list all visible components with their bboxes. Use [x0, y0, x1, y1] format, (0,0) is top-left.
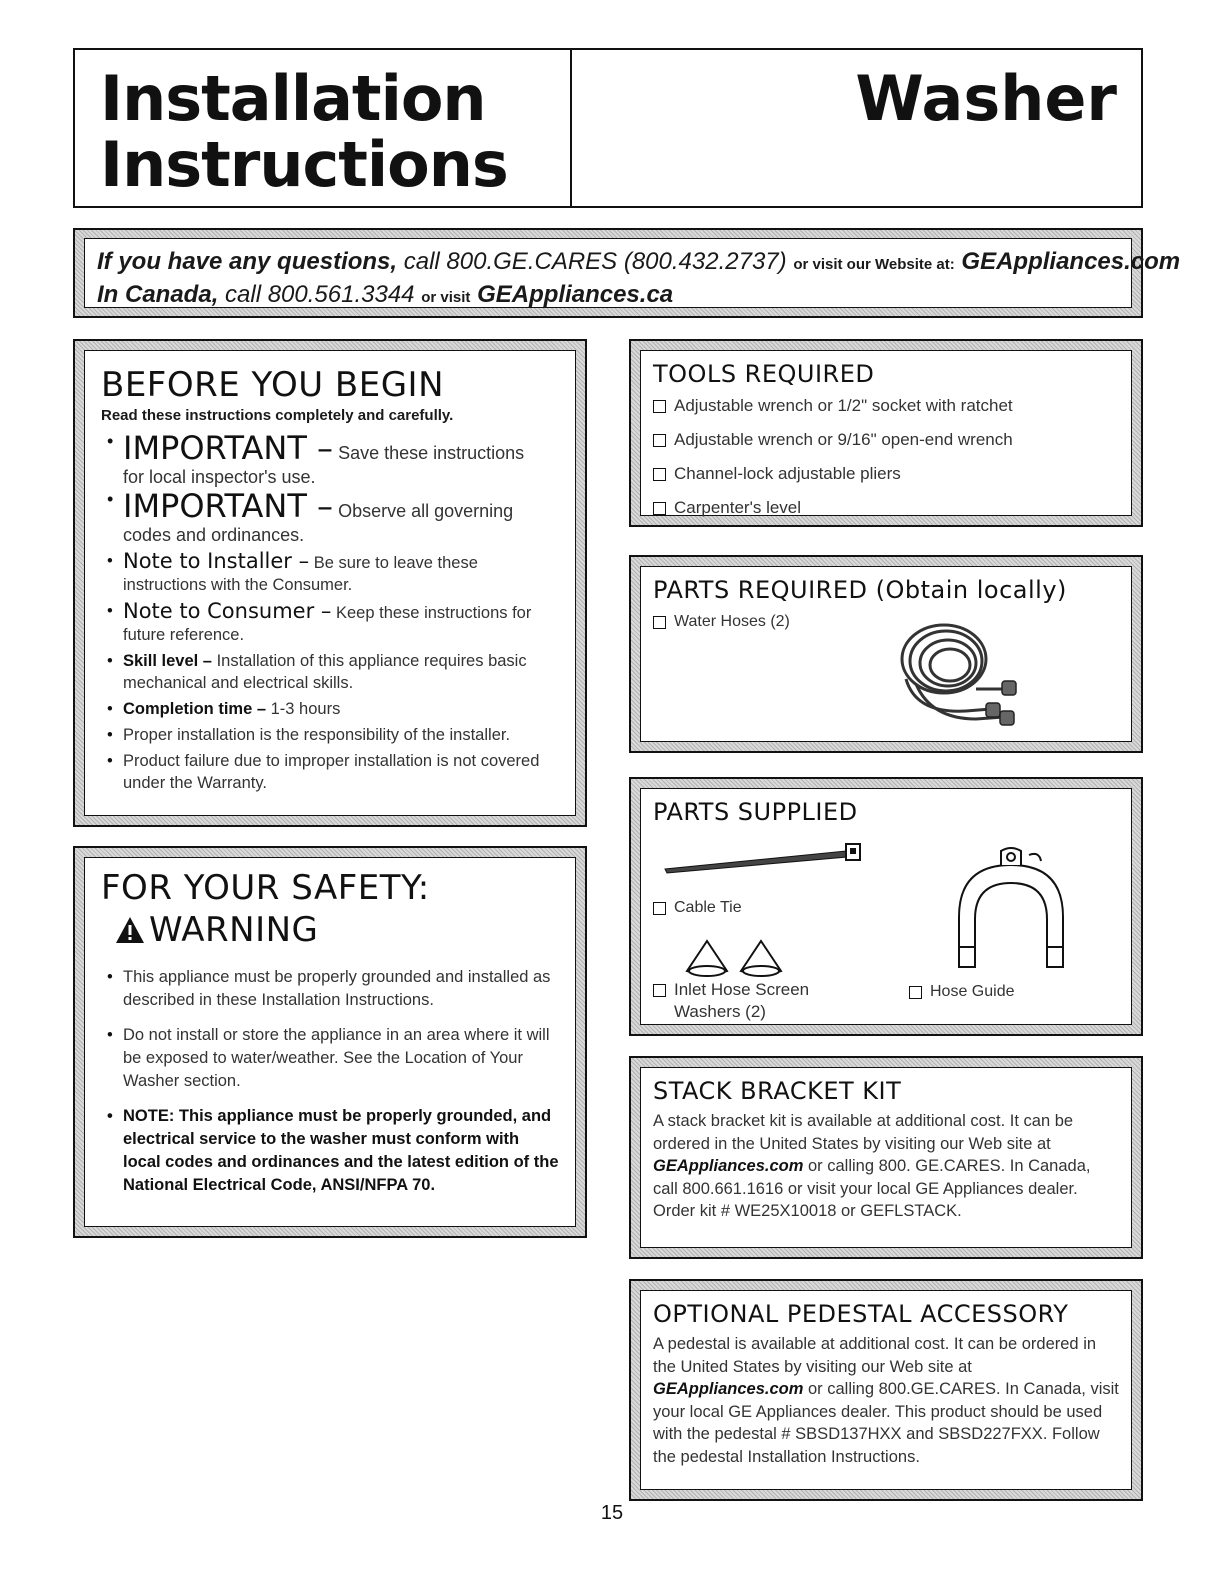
before-subtitle: Read these instructions completely and carefully.	[101, 407, 454, 424]
contact-ca-call: call 800.561.3344	[225, 281, 415, 308]
pedestal-text	[653, 1333, 1119, 1468]
parts-supplied-title: PARTS SUPPLIED	[653, 798, 858, 826]
important-text: Save these instructions	[338, 443, 525, 463]
important-cont: codes and ordinances.	[123, 525, 305, 545]
note-text: Be sure to leave these instructions with the Consumer.	[123, 554, 478, 594]
list-item: • Proper installation is the responsibility of the installer.	[101, 724, 561, 746]
part-label: Cable Tie	[674, 899, 742, 916]
checkbox	[653, 400, 666, 413]
list-item	[101, 600, 561, 646]
stack-site-link[interactable]: GEAppliances.com	[653, 1157, 804, 1175]
header-title-line1: Installation	[100, 62, 486, 135]
contact-ca-lead: In Canada,	[97, 281, 219, 308]
tool-item	[653, 429, 1119, 451]
tool-item	[653, 463, 1119, 485]
before-list	[101, 430, 561, 794]
list-item: • Do not install or store the appliance in an area where it will be exposed to water/weather. See the Location of Your Washer section.	[101, 1024, 561, 1093]
page-number: 15	[600, 1502, 624, 1524]
pedestal-title: OPTIONAL PEDESTAL ACCESSORY	[653, 1300, 1069, 1328]
tool-label: Adjustable wrench or 1/2" socket with ratchet	[674, 396, 1013, 415]
important-label: IMPORTANT –	[123, 429, 334, 467]
partssup-inner	[640, 788, 1132, 1025]
part-label-cont: Washers (2)	[674, 1002, 766, 1021]
parts-supplied-box	[629, 777, 1143, 1036]
part-label: Hose Guide	[930, 983, 1015, 1000]
stack-inner	[640, 1067, 1132, 1248]
note-label: Note to Installer –	[123, 549, 310, 573]
note-text: Keep these instructions for future reference.	[123, 604, 532, 644]
partsreq-inner	[640, 566, 1132, 742]
before-you-begin-box	[73, 339, 587, 827]
before-inner	[84, 350, 576, 816]
tools-title: TOOLS REQUIRED	[653, 360, 875, 388]
contact-us-line	[97, 247, 1181, 280]
contact-box	[73, 228, 1181, 318]
pedestal-text-1: A pedestal is available at additional cost. It can be ordered in the United States by visiting our Web site at	[653, 1335, 1097, 1376]
checkbox	[653, 616, 666, 629]
warning-row	[115, 910, 561, 950]
tool-label: Adjustable wrench or 9/16" open-end wrench	[674, 430, 1013, 449]
time-text: 1-3 hours	[270, 700, 341, 718]
checkbox	[653, 468, 666, 481]
stack-text-2: or calling 800. GE.CARES. In Canada, call 800.661.1616 or visit your local GE Appliances dealer. Order kit # WE25X10018 or GEFLSTACK.	[653, 1157, 1091, 1220]
checkbox	[909, 986, 922, 999]
stack-title: STACK BRACKET KIT	[653, 1077, 902, 1105]
checkbox	[653, 434, 666, 447]
tool-item	[653, 395, 1119, 417]
contact-ca-site[interactable]: GEAppliances.ca	[477, 281, 674, 308]
contact-us-call: call 800.GE.CARES (800.432.2737)	[403, 248, 787, 275]
hose-guide-icon	[949, 847, 1079, 972]
part-item	[909, 981, 1015, 1003]
checkbox	[653, 502, 666, 515]
note-label: Note to Consumer –	[123, 599, 332, 623]
tools-inner	[640, 350, 1132, 516]
water-hoses-icon	[876, 619, 1026, 729]
list-item	[101, 698, 561, 720]
part-item	[653, 979, 809, 1001]
pedestal-site-link[interactable]: GEAppliances.com	[653, 1380, 804, 1398]
tools-required-box	[629, 339, 1143, 527]
cable-tie-icon	[661, 841, 871, 881]
pedestal-box	[629, 1279, 1143, 1501]
skill-label: Skill level –	[123, 652, 212, 670]
checkbox	[653, 984, 666, 997]
contact-us-site[interactable]: GEAppliances.com	[961, 248, 1181, 275]
part-item	[653, 897, 742, 919]
contact-ca-line	[97, 280, 1119, 313]
stack-text-1: A stack bracket kit is available at additional cost. It can be ordered in the United States by visiting our Web site at	[653, 1112, 1074, 1153]
important-text: Observe all governing	[338, 501, 514, 521]
time-label: Completion time –	[123, 700, 267, 718]
important-label: IMPORTANT –	[123, 487, 334, 525]
safety-title: FOR YOUR SAFETY:	[101, 868, 430, 908]
pedestal-inner	[640, 1290, 1132, 1490]
tool-label: Channel-lock adjustable pliers	[674, 464, 901, 483]
skill-text: Installation of this appliance requires basic mechanical and electrical skills.	[123, 652, 527, 692]
stack-text	[653, 1110, 1119, 1223]
list-item: • Product failure due to improper installation is not covered under the Warranty.	[101, 750, 561, 794]
tool-label: Carpenter's level	[674, 498, 802, 517]
header-product: Washer	[855, 62, 1117, 135]
list-item	[101, 650, 561, 694]
page-header	[73, 48, 1143, 208]
before-title: BEFORE YOU BEGIN	[101, 365, 445, 405]
part-label: Water Hoses (2)	[674, 613, 790, 630]
contact-ca-visit: or visit	[421, 289, 471, 306]
important-cont: for local inspector's use.	[123, 467, 316, 487]
list-item	[101, 430, 561, 488]
screen-washers-item	[653, 979, 809, 1023]
header-title-cell	[75, 50, 572, 206]
pedestal-text-2: or calling 800.GE.CARES. In Canada, visit your local GE Appliances dealer. This product should be used with the pedestal # SBSD137HXX and SBSD227FXX. Follow the pedestal Installation Instructions.	[653, 1380, 1119, 1466]
contact-us-visit: or visit our Website at:	[793, 256, 955, 273]
list-item: • NOTE: This appliance must be properly grounded, and electrical service to the washer must conform with local codes and ordinances and the latest edition of the National Electrical Code, ANSI/NFPA 70.	[101, 1105, 561, 1197]
contact-us-lead: If you have any questions,	[97, 248, 398, 275]
safety-list	[101, 966, 561, 1197]
header-title-line2: Instructions	[100, 128, 508, 201]
screen-washers-icon	[683, 929, 793, 979]
warning-label: WARNING	[149, 910, 319, 950]
parts-required-title: PARTS REQUIRED (Obtain locally)	[653, 576, 1067, 604]
stack-bracket-box	[629, 1056, 1143, 1259]
parts-required-box	[629, 555, 1143, 753]
tool-item	[653, 497, 1119, 519]
checkbox	[653, 902, 666, 915]
part-label: Inlet Hose Screen	[674, 980, 810, 999]
warning-triangle-icon	[115, 916, 145, 944]
safety-box	[73, 846, 587, 1238]
list-item: • This appliance must be properly grounded and installed as described in these Installation Instructions.	[101, 966, 561, 1012]
safety-inner	[84, 857, 576, 1227]
list-item	[101, 550, 561, 596]
list-item	[101, 488, 561, 546]
contact-inner	[84, 238, 1181, 308]
